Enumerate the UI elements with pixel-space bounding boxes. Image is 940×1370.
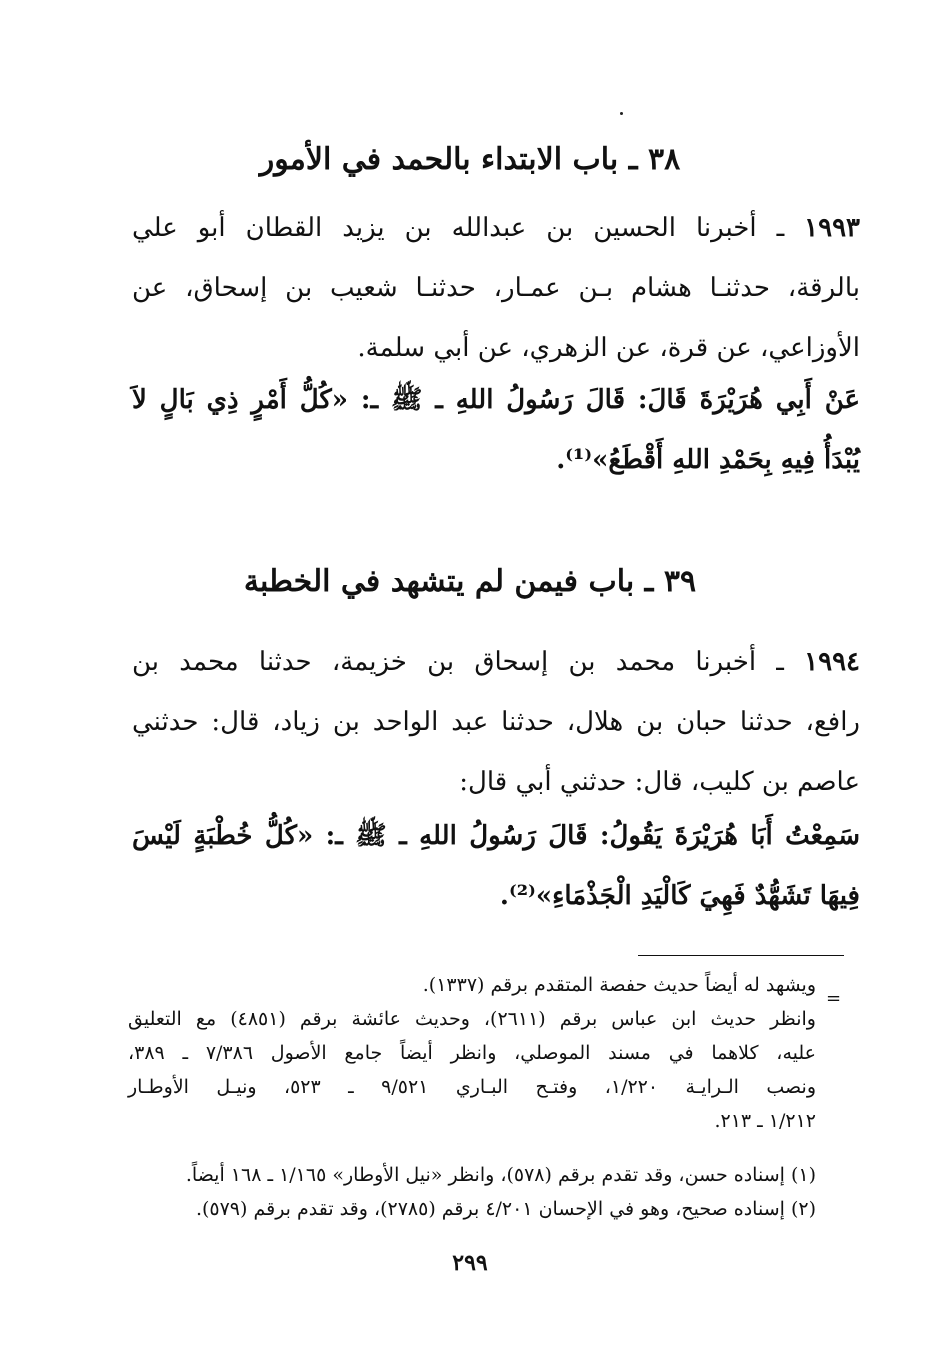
footnote-1: (١) إسناده حسن، وقد تقدم برقم (٥٧٨)، وانظر «نيل الأوطار» ١/١٦٥ ـ ١٦٨ أيضاً.	[185, 1164, 816, 1186]
continuation-mark: =	[826, 988, 842, 1009]
hadith-line: سَمِعْتُ أَبَا هُرَيْرَةَ يَقُولُ: قَالَ رَسُولُ اللهِ ـ ﷺ ـ: «كُلُّ خُطْبَةٍ لَيْسَ	[132, 821, 860, 851]
entry-number: ١٩٩٤	[804, 647, 861, 677]
page-number: ٢٩٩	[452, 1250, 488, 1276]
isnad-text: ـ أخبرنا محمد بن إسحاق بن خزيمة، حدثنا محمد بن	[132, 647, 784, 677]
footnote-line: ونصب الـرايـة ١/٢٢٠، وفتـح البـاري ٩/٥٢١ ـ ٥٢٣، ونيـل الأوطـار	[128, 1076, 816, 1098]
entry-1993-isnad	[132, 198, 860, 378]
isnad-line	[132, 198, 860, 258]
entry-1993-hadith	[132, 370, 860, 490]
isnad-line	[132, 632, 860, 692]
entry-1994-hadith	[132, 806, 860, 926]
entry-1994-isnad	[132, 632, 860, 812]
hadith-line: فِيهَا تَشَهُّدٌ فَهِيَ كَالْيَدِ الْجَذْمَاءِ»⁽²⁾.	[499, 881, 860, 911]
hadith-line: عَنْ أَبِي هُرَيْرَةَ قَالَ: قَالَ رَسُولُ اللهِ ـ ﷺ ـ: «كُلُّ أَمْرٍ ذِي بَالٍ لاَ	[132, 385, 860, 415]
footnote-separator	[638, 955, 844, 956]
footnote-2: (٢) إسناده صحيح، وهو في الإحسان ٤/٢٠١ برقم (٢٧٨٥)، وقد تقدم برقم (٥٧٩).	[195, 1198, 816, 1220]
hadith-line: يُبْدَأُ فِيهِ بِحَمْدِ اللهِ أَقْطَعُ»⁽¹⁾.	[556, 445, 860, 475]
footnote-line: وانظر حديث ابن عباس برقم (٢٦١١)، وحديث عائشة برقم (٤٨٥١) مع التعليق	[128, 1008, 816, 1030]
footnote-line: ويشهد له أيضاً حديث حفصة المتقدم برقم (١٣٣٧).	[422, 974, 816, 996]
footnotes-numbered	[128, 1158, 816, 1226]
section-38-heading: ٣٨ ـ باب الابتداء بالحمد في الأمور	[259, 142, 681, 177]
speck	[620, 112, 623, 115]
isnad-line: الأوزاعي، عن قرة، عن الزهري، عن أبي سلمة.	[357, 333, 860, 363]
footnote-line: ١/٢١٢ ـ ٢١٣.	[714, 1110, 816, 1132]
section-39-heading: ٣٩ ـ باب فيمن لم يتشهد في الخطبة	[243, 564, 697, 599]
isnad-line: بالرقة، حدثنـا هشام بـن عمـار، حدثنـا شعيب بن إسحاق، عن	[132, 273, 860, 303]
footnote-line: عليه، كلاهما في مسند الموصلي، وانظر أيضاً جامع الأصول ٧/٣٨٦ ـ ٣٨٩،	[128, 1042, 816, 1064]
footnote-continuation	[128, 968, 816, 1138]
isnad-line: عاصم بن كليب، قال: حدثني أبي قال:	[459, 767, 860, 797]
entry-number: ١٩٩٣	[804, 213, 861, 243]
isnad-line: رافع، حدثنا حبان بن هلال، حدثنا عبد الواحد بن زياد، قال: حدثني	[132, 707, 860, 737]
isnad-text: ـ أخبرنا الحسين بن عبدالله بن يزيد القطان أبو علي	[132, 213, 785, 243]
